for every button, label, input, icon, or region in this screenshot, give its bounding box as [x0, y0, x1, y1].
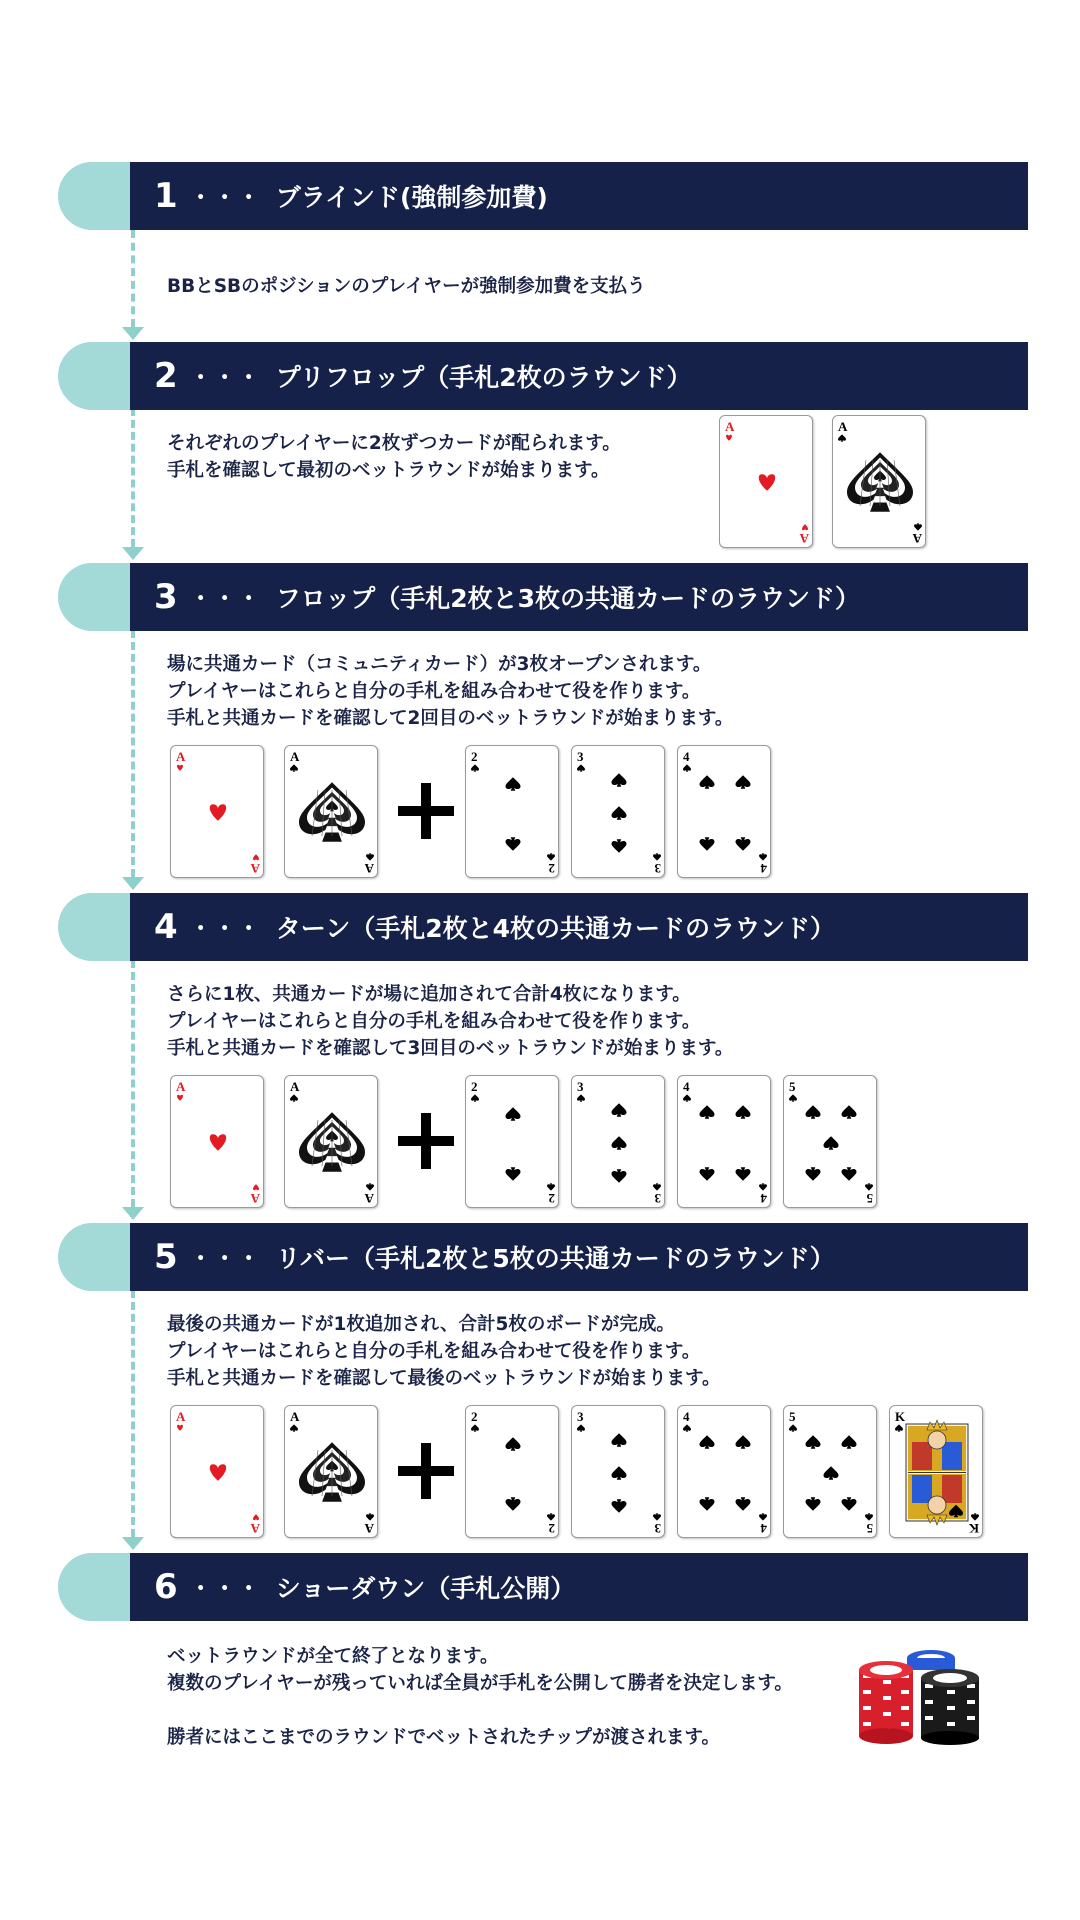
arrow-down-icon: [122, 1537, 144, 1550]
ace-of-spades-icon: [284, 745, 378, 878]
svg-text:4: 4: [760, 861, 767, 876]
description-line: BBとSBのポジションのプレイヤーが強制参加費を支払う: [167, 276, 646, 297]
timeline-line: [131, 960, 135, 1207]
plus-icon: [398, 783, 454, 839]
svg-text:3: 3: [654, 1191, 661, 1206]
ace-of-hearts-icon: [170, 1405, 264, 1538]
poker-chips-icon: [855, 1640, 985, 1745]
step-number: 2: [154, 356, 178, 396]
two-of-spades-icon: [465, 1405, 559, 1538]
svg-text:K: K: [968, 1521, 979, 1536]
ace-of-hearts-icon: [170, 745, 264, 878]
svg-text:2: 2: [548, 1521, 555, 1536]
ace-of-spades-icon: [284, 1075, 378, 1208]
three-of-spades-icon: [571, 1405, 665, 1538]
svg-text:A: A: [838, 419, 848, 434]
step-bar: [130, 563, 1028, 631]
step-number: 1: [154, 176, 178, 216]
description-line: それぞれのプレイヤーに2枚ずつカードが配られます。: [167, 433, 621, 454]
svg-text:5: 5: [789, 1409, 796, 1424]
step-header-2: [58, 342, 1028, 410]
description-line: 複数のプレイヤーが残っていれば全員が手札を公開して勝者を決定します。: [167, 1673, 793, 1694]
timeline-line: [131, 1290, 135, 1537]
svg-text:A: A: [364, 1191, 374, 1206]
description-line: 手札と共通カードを確認して最後のベットラウンドが始まります。: [167, 1368, 721, 1389]
step-description-5: [167, 1311, 721, 1392]
svg-text:A: A: [725, 419, 735, 434]
svg-text:A: A: [250, 861, 260, 876]
description-line: 最後の共通カードが1枚追加され、合計5枚のボードが完成。: [167, 1314, 675, 1335]
arrow-down-icon: [122, 547, 144, 560]
step-header-5: [58, 1223, 1028, 1291]
step-bar: [130, 1223, 1028, 1291]
step-dots: ・・・: [189, 586, 262, 612]
ace-of-spades-icon: [284, 1405, 378, 1538]
svg-text:3: 3: [577, 1079, 584, 1094]
svg-text:A: A: [250, 1521, 260, 1536]
description-line: 場に共通カード（コミュニティカード）が3枚オープンされます。: [167, 654, 712, 675]
two-of-spades-icon: [465, 745, 559, 878]
description-line: さらに1枚、共通カードが場に追加されて合計4枚になります。: [167, 984, 691, 1005]
svg-text:A: A: [364, 1521, 374, 1536]
svg-text:A: A: [176, 1409, 186, 1424]
description-spacer: [167, 1697, 793, 1724]
step-title: リバー（手札2枚と5枚の共通カードのラウンド）: [275, 1244, 835, 1273]
three-of-spades-icon: [571, 745, 665, 878]
svg-text:2: 2: [471, 1079, 478, 1094]
two-of-spades-icon: [465, 1075, 559, 1208]
step-description-2: [167, 430, 621, 484]
step-title: プリフロップ（手札2枚のラウンド）: [275, 363, 692, 392]
svg-text:4: 4: [683, 1079, 690, 1094]
step-header-4: [58, 893, 1028, 961]
ace-of-hearts-icon: [719, 415, 813, 548]
step-number: 5: [154, 1237, 178, 1277]
step-header-1: [58, 162, 1028, 230]
svg-text:A: A: [176, 1079, 186, 1094]
description-line: 勝者にはここまでのラウンドでベットされたチップが渡されます。: [167, 1727, 720, 1748]
svg-text:A: A: [799, 531, 809, 546]
svg-text:A: A: [912, 531, 922, 546]
svg-text:A: A: [290, 1079, 300, 1094]
arrow-down-icon: [122, 1207, 144, 1220]
step-description-4: [167, 981, 733, 1062]
svg-text:3: 3: [577, 749, 584, 764]
timeline-line: [131, 630, 135, 877]
arrow-down-icon: [122, 327, 144, 340]
step-bar: [130, 893, 1028, 961]
five-of-spades-icon: [783, 1405, 877, 1538]
svg-text:3: 3: [577, 1409, 584, 1424]
description-line: プレイヤーはこれらと自分の手札を組み合わせて役を作ります。: [167, 681, 701, 702]
description-line: 手札と共通カードを確認して3回目のベットラウンドが始まります。: [167, 1038, 734, 1059]
king-of-spades-icon: [889, 1405, 983, 1538]
four-of-spades-icon: [677, 745, 771, 878]
step-dots: ・・・: [189, 185, 262, 211]
step-description-6: [167, 1643, 793, 1751]
svg-text:2: 2: [548, 861, 555, 876]
description-line: 手札を確認して最初のベットラウンドが始まります。: [167, 460, 610, 481]
timeline-line: [131, 408, 135, 547]
svg-text:3: 3: [654, 1521, 661, 1536]
description-line: 手札と共通カードを確認して2回目のベットラウンドが始まります。: [167, 708, 734, 729]
svg-text:4: 4: [760, 1521, 767, 1536]
plus-icon: [398, 1113, 454, 1169]
svg-text:2: 2: [471, 749, 478, 764]
svg-text:4: 4: [760, 1191, 767, 1206]
step-bar: [130, 162, 1028, 230]
step-dots: ・・・: [189, 1246, 262, 1272]
step-title: ショーダウン（手札公開）: [275, 1574, 576, 1603]
four-of-spades-icon: [677, 1075, 771, 1208]
svg-text:4: 4: [683, 749, 690, 764]
step-description-3: [167, 651, 733, 732]
five-of-spades-icon: [783, 1075, 877, 1208]
svg-text:A: A: [176, 749, 186, 764]
step-number: 4: [154, 907, 178, 947]
ace-of-hearts-icon: [170, 1075, 264, 1208]
step-title: ブラインド(強制参加費): [275, 183, 548, 212]
three-of-spades-icon: [571, 1075, 665, 1208]
svg-text:5: 5: [866, 1191, 873, 1206]
arrow-down-icon: [122, 877, 144, 890]
step-title: フロップ（手札2枚と3枚の共通カードのラウンド）: [275, 584, 860, 613]
svg-text:3: 3: [654, 861, 661, 876]
ace-of-spades-icon: [832, 415, 926, 548]
timeline-line: [131, 230, 135, 327]
step-header-3: [58, 563, 1028, 631]
step-number: 3: [154, 577, 178, 617]
svg-text:A: A: [290, 1409, 300, 1424]
svg-text:4: 4: [683, 1409, 690, 1424]
step-header-6: [58, 1553, 1028, 1621]
svg-text:5: 5: [866, 1521, 873, 1536]
svg-text:5: 5: [789, 1079, 796, 1094]
step-title: ターン（手札2枚と4枚の共通カードのラウンド）: [275, 914, 835, 943]
four-of-spades-icon: [677, 1405, 771, 1538]
description-line: プレイヤーはこれらと自分の手札を組み合わせて役を作ります。: [167, 1341, 701, 1362]
svg-text:2: 2: [471, 1409, 478, 1424]
svg-text:A: A: [364, 861, 374, 876]
step-dots: ・・・: [189, 1576, 262, 1602]
plus-icon: [398, 1443, 454, 1499]
svg-text:2: 2: [548, 1191, 555, 1206]
description-line: プレイヤーはこれらと自分の手札を組み合わせて役を作ります。: [167, 1011, 701, 1032]
step-number: 6: [154, 1567, 178, 1607]
svg-text:K: K: [895, 1409, 906, 1424]
step-bar: [130, 1553, 1028, 1621]
step-description-1: [167, 273, 646, 300]
svg-text:A: A: [250, 1191, 260, 1206]
step-dots: ・・・: [189, 365, 262, 391]
step-bar: [130, 342, 1028, 410]
svg-text:A: A: [290, 749, 300, 764]
description-line: ベットラウンドが全て終了となります。: [167, 1646, 499, 1667]
step-dots: ・・・: [189, 916, 262, 942]
